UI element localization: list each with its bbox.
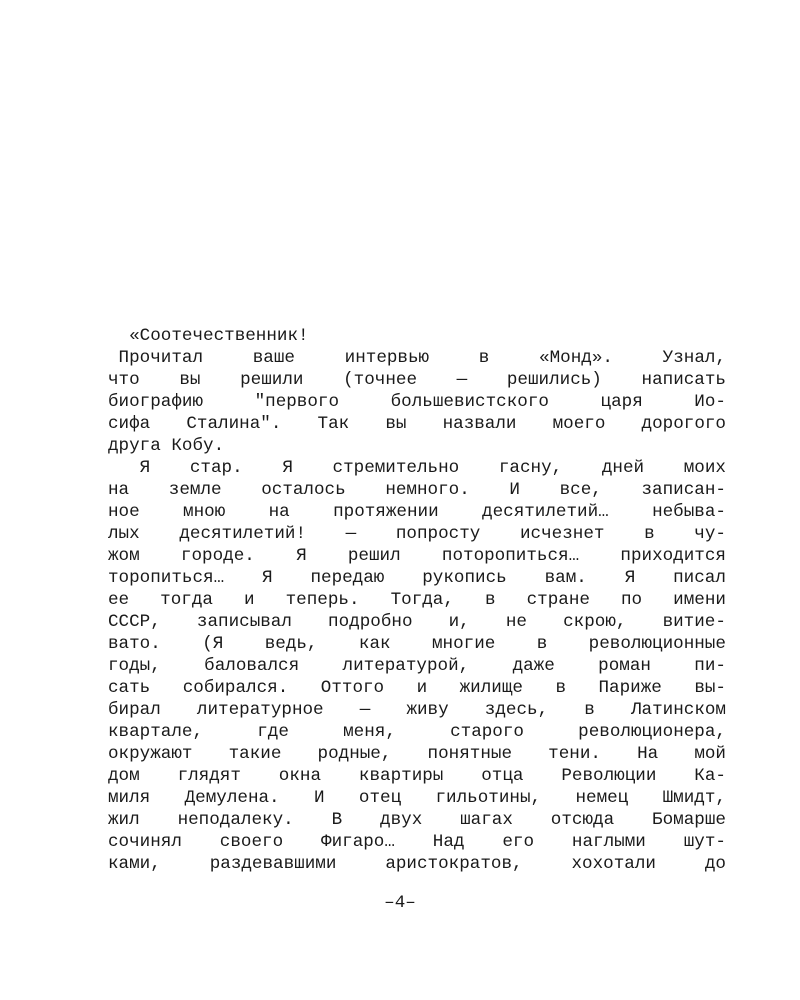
text-line: ное мною на протяжении десятилетий… небыва- <box>108 502 726 522</box>
text-line: «Соотечественник! <box>108 326 309 346</box>
text-line: друга Кобу. <box>108 436 225 456</box>
text-line: лых десятилетий! — попросту исчезнет в чу- <box>108 524 726 544</box>
text-line: сать собирался. Оттого и жилище в Париже вы- <box>108 678 726 698</box>
text-line: что вы решили (точнее — решились) написать <box>108 370 726 390</box>
page-number: –4– <box>384 893 416 913</box>
body-text <box>108 325 726 875</box>
text-line: миля Демулена. И отец гильотины, немец Шмидт, <box>108 788 726 808</box>
text-line: бирал литературное — живу здесь, в Латинском <box>108 700 726 720</box>
text-line: Прочитал ваше интервью в «Монд». Узнал, <box>108 348 726 368</box>
text-line: дом глядят окна квартиры отца Революции Ка- <box>108 766 726 786</box>
text-line: на земле осталось немного. И все, записан- <box>108 480 726 500</box>
text-line: вато. (Я ведь, как многие в революционные <box>108 634 726 654</box>
text-line: жил неподалеку. В двух шагах отсюда Бомарше <box>108 810 726 830</box>
text-line: сифа Сталина". Так вы назвали моего дорогого <box>108 414 726 434</box>
text-line: сочинял своего Фигаро… Над его наглыми шут- <box>108 832 726 852</box>
text-line: окружают такие родные, понятные тени. На мой <box>108 744 726 764</box>
text-line: СССР, записывал подробно и, не скрою, витие- <box>108 612 726 632</box>
text-line: жом городе. Я решил поторопиться… приходится <box>108 546 726 566</box>
text-line: биографию "первого большевистского царя Ио- <box>108 392 726 412</box>
text-line: годы, баловался литературой, даже роман пи- <box>108 656 726 676</box>
text-line: ками, раздевавшими аристократов, хохотали до <box>108 854 726 874</box>
text-line: Я стар. Я стремительно гасну, дней моих <box>108 458 726 478</box>
text-line: ее тогда и теперь. Тогда, в стране по имени <box>108 590 726 610</box>
text-line: торопиться… Я передаю рукопись вам. Я писал <box>108 568 726 588</box>
text-line: квартале, где меня, старого революционера, <box>108 722 726 742</box>
